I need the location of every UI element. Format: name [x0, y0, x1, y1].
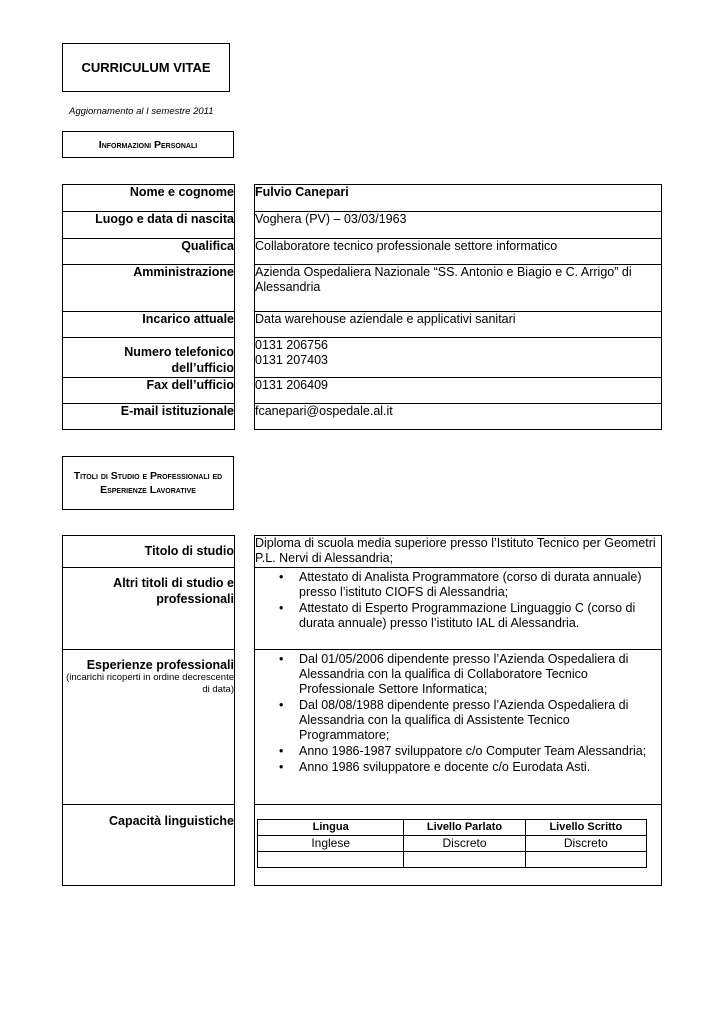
row-degree [63, 536, 662, 568]
row-name [63, 185, 662, 212]
phone-number-2: 0131 207403 [255, 353, 328, 367]
list-item: • Anno 1986 sviluppatore e docente c/o Eurodata Asti. [299, 760, 661, 775]
administration-label: Amministrazione [63, 265, 235, 312]
row-administration [63, 265, 662, 312]
languages-table [257, 819, 647, 868]
header-language: Lingua [258, 820, 404, 836]
header-spoken-level: Livello Parlato [404, 820, 525, 836]
experience-title: Esperienze professionali [86, 658, 234, 672]
row-current-role [63, 312, 662, 338]
administration-value: Azienda Ospedaliera Nazionale “SS. Antonio e Biagio e C. Arrigo” di Alessandria [255, 265, 662, 312]
row-experience [63, 650, 662, 805]
other-titles-list [255, 568, 662, 650]
list-item: • Dal 01/05/2006 dipendente presso l’Azienda Ospedaliera di Alessandria con la qualifica di Collaboratore Tecnico Professionale Settore Informatica; [299, 652, 661, 697]
fax-value: 0131 206409 [255, 378, 662, 404]
email-value: fcanepari@ospedale.al.it [255, 404, 662, 430]
languages-cell [255, 805, 662, 886]
experience-label [63, 650, 235, 805]
language-name: Inglese [258, 836, 404, 852]
row-email [63, 404, 662, 430]
row-other-titles [63, 568, 662, 650]
degree-label: Titolo di studio [63, 536, 235, 568]
personal-info-table [62, 184, 662, 430]
header-written-level: Livello Scritto [525, 820, 646, 836]
empty-cell [258, 852, 404, 868]
name-value: Fulvio Canepari [255, 185, 662, 212]
empty-cell [525, 852, 646, 868]
qualification-label: Qualifica [63, 239, 235, 265]
section-personal-info: Informazioni Personali [62, 131, 234, 158]
cv-title: CURRICULUM VITAE [62, 43, 230, 92]
empty-cell [404, 852, 525, 868]
name-label: Nome e cognome [63, 185, 235, 212]
fax-label: Fax dell’ufficio [63, 378, 235, 404]
list-item: • Attestato di Esperto Programmazione Linguaggio C (corso di durata annuale) presso l’istituto IAL di Alessandria. [299, 601, 661, 631]
update-note: Aggiornamento al I semestre 2011 [69, 106, 214, 117]
table-row [258, 836, 647, 852]
current-role-value: Data warehouse aziendale e applicativi sanitari [255, 312, 662, 338]
qualification-value: Collaboratore tecnico professionale settore informatico [255, 239, 662, 265]
languages-label: Capacità linguistiche [63, 805, 235, 886]
list-item: • Anno 1986-1987 sviluppatore c/o Computer Team Alessandria; [299, 744, 661, 759]
current-role-label: Incarico attuale [63, 312, 235, 338]
row-qualification [63, 239, 662, 265]
row-fax [63, 378, 662, 404]
phone-label: Numero telefonico dell’ufficio [63, 338, 235, 378]
experience-list [255, 650, 662, 805]
languages-header-row [258, 820, 647, 836]
birth-value: Voghera (PV) – 03/03/1963 [255, 212, 662, 239]
row-phone [63, 338, 662, 378]
other-titles-label: Altri titoli di studio e professionali [63, 568, 235, 650]
experience-note: (incarichi ricoperti in ordine decrescente di data) [66, 672, 234, 695]
phone-value [255, 338, 662, 378]
education-table [62, 535, 662, 886]
list-item: • Attestato di Analista Programmatore (corso di durata annuale) presso l’istituto CIOFS di Alessandria; [299, 570, 661, 600]
list-item: • Dal 08/08/1988 dipendente presso l’Azienda Ospedaliera di Alessandria con la qualifica di Assistente Tecnico Programmatore; [299, 698, 661, 743]
table-row-empty [258, 852, 647, 868]
phone-number-1: 0131 206756 [255, 338, 328, 352]
spoken-level: Discreto [404, 836, 525, 852]
row-birth [63, 212, 662, 239]
section-studies-experience: Titoli di Studio e Professionali ed Esperienze Lavorative [62, 456, 234, 510]
row-languages [63, 805, 662, 886]
degree-value: Diploma di scuola media superiore presso l’Istituto Tecnico per Geometri P.L. Nervi di Alessandria; [255, 536, 662, 568]
email-label: E-mail istituzionale [63, 404, 235, 430]
written-level: Discreto [525, 836, 646, 852]
birth-label: Luogo e data di nascita [63, 212, 235, 239]
